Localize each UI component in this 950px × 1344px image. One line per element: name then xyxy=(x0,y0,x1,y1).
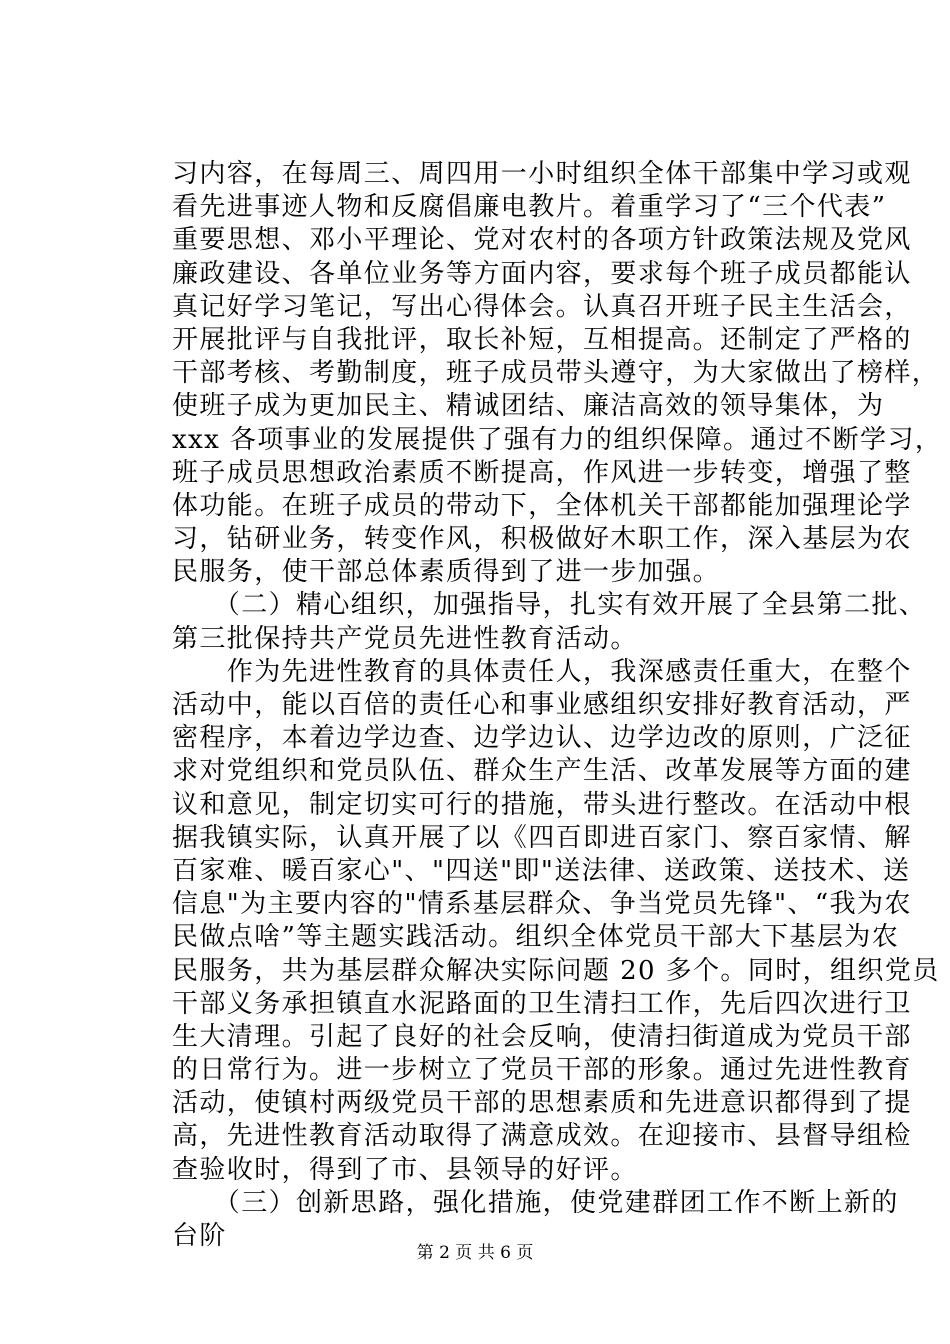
text-line: 看先进事迹人物和反腐倡廉电教片。着重学习了“三个代表” xyxy=(172,192,887,223)
page-number-label: 第 2 页 共 6 页 xyxy=(416,1243,534,1263)
text-line: 活动中，能以百倍的责任心和事业感组织安排好教育活动，严 xyxy=(172,690,912,720)
text-line: 密程序，本着边学边查、边学边认、边学边改的原则，广泛征 xyxy=(172,723,912,754)
text-line: 真记好学习笔记，写出心得体会。认真召开班子民主生活会， xyxy=(172,291,912,322)
text-line: 班子成员思想政治素质不断提高，作风进一步转变，增强了整 xyxy=(172,457,912,488)
text-line: 民服务，使干部总体素质得到了进一步加强。 xyxy=(172,557,721,588)
text-line: 据我镇实际，认真开展了以《四百即进百家门、察百家情、解 xyxy=(172,822,912,853)
text-line: 百家难、暖百家心"、"四送"即"送法律、送政策、送技术、送 xyxy=(172,855,911,886)
section-heading: 第三批保持共产党员先进性教育活动。 xyxy=(172,623,638,654)
text-line: 民服务，共为基层群众解决实际问题 20 多个。同时，组织党员 xyxy=(172,955,940,986)
section-heading: 台阶 xyxy=(172,1221,227,1251)
text-line: 作为先进性教育的具体责任人，我深感责任重大，在整个 xyxy=(172,656,912,687)
text-line: 生大清理。引起了良好的社会反响，使清扫街道成为党员干部 xyxy=(172,1021,912,1052)
section-heading: （三）创新思路，强化措施，使党建群团工作不断上新的 xyxy=(172,1187,899,1218)
text-line: 民做点啥”等主题实践活动。组织全体党员干部大下基层为农 xyxy=(172,922,900,953)
text-line: xxx 各项事业的发展提供了强有力的组织保障。通过不断学习， xyxy=(172,424,943,455)
text-line: 廉政建设、各单位业务等方面内容，要求每个班子成员都能认 xyxy=(172,258,912,289)
text-line: 信息"为主要内容的"情系基层群众、争当党员先锋"、“我为农 xyxy=(172,889,912,920)
text-line: 议和意见，制定切实可行的措施，带头进行整改。在活动中根 xyxy=(172,789,912,820)
text-line: 高，先进性教育活动取得了满意成效。在迎接市、县督导组检 xyxy=(172,1121,912,1152)
text-line: 干部考核、考勤制度，班子成员带头遵守，为大家做出了榜样， xyxy=(172,358,940,389)
text-line: 使班子成为更加民主、精诚团结、廉洁高效的领导集体，为 xyxy=(172,391,885,422)
text-line: 查验收时，得到了市、县领导的好评。 xyxy=(172,1154,638,1185)
text-line: 干部义务承担镇直水泥路面的卫生清扫工作，先后四次进行卫 xyxy=(172,988,912,1019)
section-heading: （二）精心组织，加强指导，扎实有效开展了全县第二批、 xyxy=(172,590,927,621)
text-line: 求对党组织和党员队伍、群众生产生活、改革发展等方面的建 xyxy=(172,756,912,787)
text-line: 重要思想、邓小平理论、党对农村的各项方针政策法规及党风 xyxy=(172,225,912,256)
text-line: 习，钻研业务，转变作风，积极做好木职工作，深入基层为农 xyxy=(172,524,912,555)
document-body xyxy=(172,158,943,1253)
text-line: 的日常行为。进一步树立了党员干部的形象。通过先进性教育 xyxy=(172,1055,912,1086)
page-footer xyxy=(0,1242,950,1264)
text-line: 体功能。在班子成员的带动下，全体机关干部都能加强理论学 xyxy=(172,490,912,521)
text-line: 习内容，在每周三、周四用一小时组织全体干部集中学习或观 xyxy=(172,159,912,189)
text-line: 活动，使镇村两级党员干部的思想素质和先进意识都得到了提 xyxy=(172,1088,912,1119)
text-line: 开展批评与自我批评，取长补短，互相提高。还制定了严格的 xyxy=(172,324,912,355)
